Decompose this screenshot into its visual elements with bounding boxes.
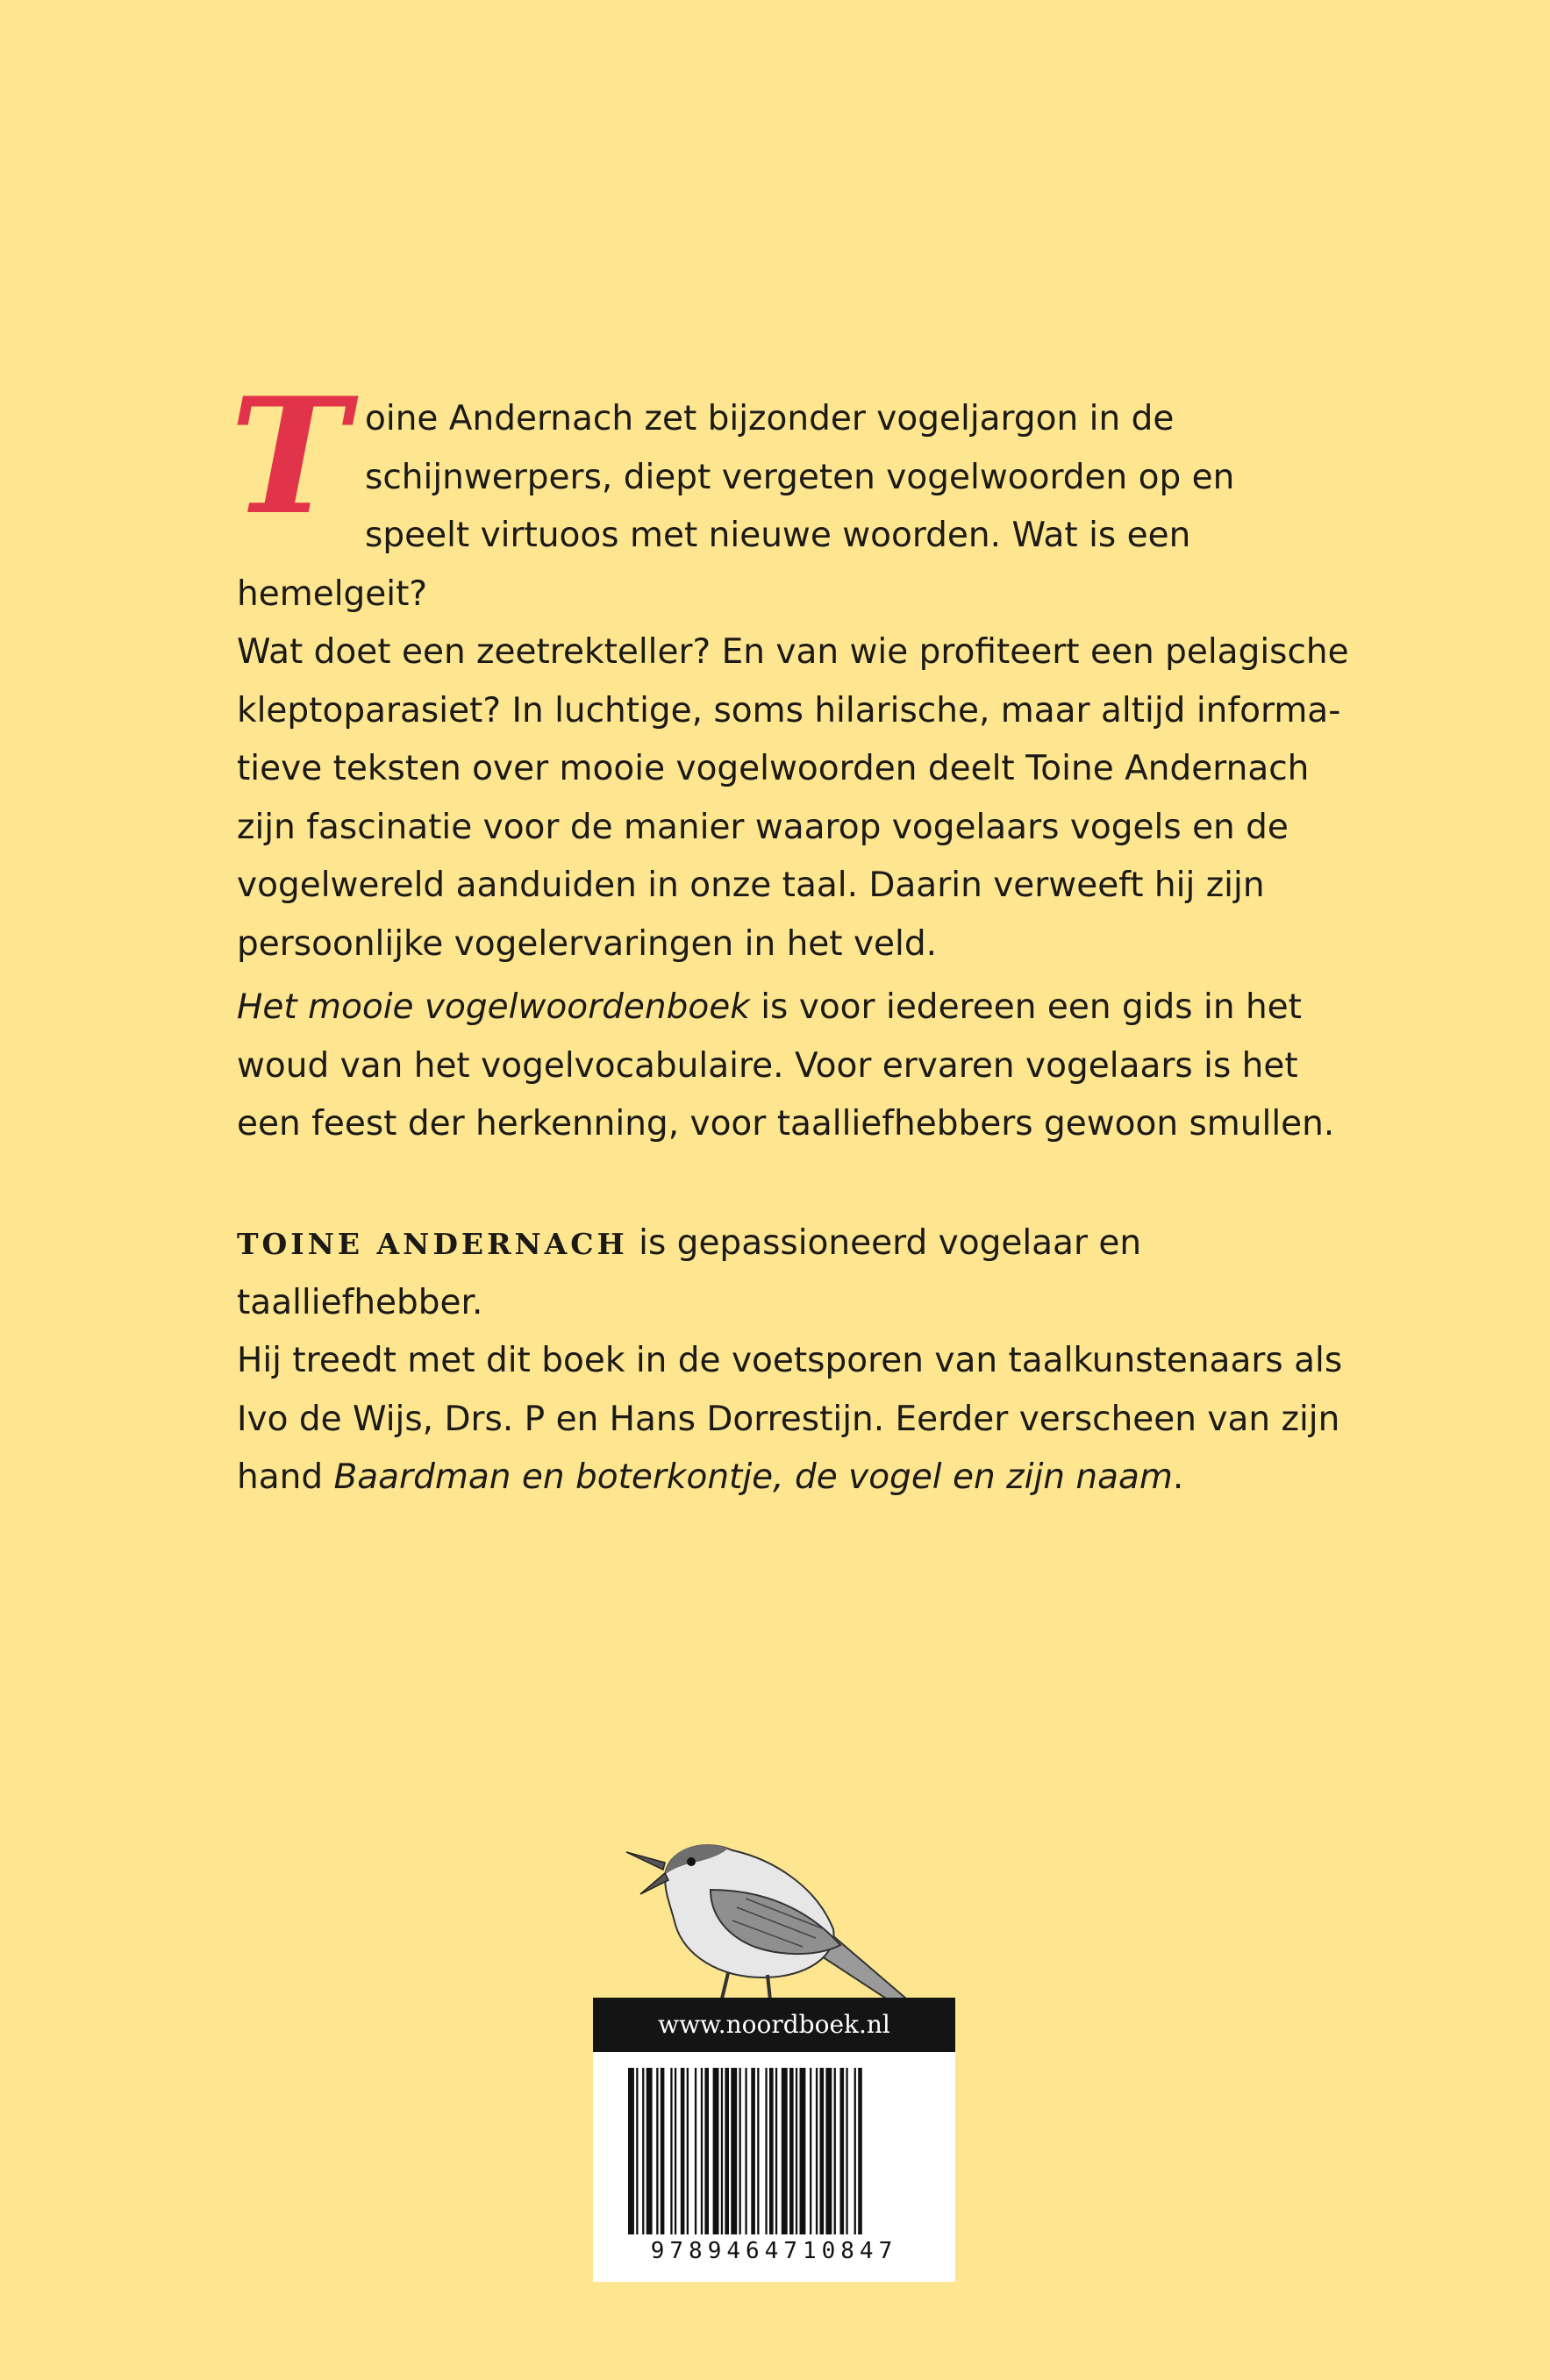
description-text: is voor iedereen een gids in het bbox=[749, 987, 1302, 1027]
barcode-bar bbox=[800, 2068, 806, 2234]
book-description bbox=[237, 979, 1360, 1154]
bio-line: Ivo de Wijs, Drs. P en Hans Dorrestijn. Eerder verscheen van zijn bbox=[237, 1399, 1340, 1439]
barcode-bar bbox=[670, 2068, 672, 2234]
barcode-bar bbox=[681, 2068, 685, 2234]
barcode-bar bbox=[782, 2068, 788, 2234]
barcode-bar bbox=[810, 2068, 811, 2234]
blurb-line: speelt virtuoos met nieuwe woorden. Wat is een hemelgeit? bbox=[237, 516, 1191, 614]
barcode-bar bbox=[687, 2068, 689, 2234]
barcode-bar bbox=[751, 2068, 755, 2234]
barcode-bar bbox=[825, 2068, 832, 2234]
barcode-bar bbox=[789, 2068, 794, 2234]
barcode-bar bbox=[704, 2068, 709, 2234]
barcode-bar bbox=[739, 2068, 741, 2234]
barcode-bar bbox=[796, 2068, 797, 2234]
blurb-line: kleptoparasiet? In luchtige, soms hilarische, maar altijd informa- bbox=[237, 690, 1341, 730]
blurb-line: zijn fascinatie voor de manier waarop vogelaars vogels en de bbox=[237, 807, 1289, 847]
barcode-bar bbox=[765, 2068, 767, 2234]
barcode-bar bbox=[840, 2068, 845, 2234]
bio-text: hand bbox=[237, 1457, 334, 1497]
description-line bbox=[237, 979, 1360, 1037]
barcode-bar bbox=[775, 2068, 777, 2234]
publisher-url: www.noordboek.nl bbox=[593, 1998, 955, 2052]
barcode-bar bbox=[628, 2068, 634, 2234]
barcode-bar bbox=[675, 2068, 676, 2234]
blurb-line: oine Andernach zet bijzonder vogeljargon in de bbox=[365, 399, 1175, 438]
barcode-bar bbox=[745, 2068, 746, 2234]
blurb-line: persoonlijke vogelervaringen in het veld. bbox=[237, 923, 938, 964]
barcode-bar bbox=[636, 2068, 638, 2234]
barcode-bar bbox=[725, 2068, 729, 2234]
previous-book-title: Baardman en boterkontje, de vogel en zijn naam bbox=[333, 1457, 1173, 1497]
isbn-number: 9789464710847 bbox=[650, 2238, 898, 2264]
bio-line bbox=[237, 1215, 1377, 1332]
barcode-bar bbox=[769, 2068, 774, 2234]
barcode-bar bbox=[731, 2068, 737, 2234]
bio-text: . bbox=[1172, 1457, 1184, 1497]
bio-line bbox=[237, 1449, 1377, 1507]
barcode-bar bbox=[701, 2068, 703, 2234]
barcode-bar bbox=[816, 2068, 818, 2234]
barcode-bar bbox=[834, 2068, 836, 2234]
barcode-bar bbox=[646, 2068, 653, 2234]
bio-text: is gepassioneerd vogelaar en taalliefhebber. bbox=[237, 1223, 1142, 1322]
drop-cap: T bbox=[230, 362, 349, 550]
barcode-bar bbox=[854, 2068, 856, 2234]
barcode bbox=[593, 2052, 955, 2282]
blurb-line: schijnwerpers, diept vergeten vogelwoorden op en bbox=[365, 457, 1235, 497]
barcode-bar bbox=[656, 2068, 658, 2234]
author-name: TOINE ANDERNACH bbox=[237, 1227, 628, 1261]
author-bio bbox=[237, 1215, 1377, 1507]
blurb-line: Wat doet een zeetrekteller? En van wie profiteert een pelagische bbox=[237, 632, 1349, 672]
barcode-bar bbox=[858, 2068, 862, 2234]
barcode-bar bbox=[820, 2068, 825, 2234]
barcode-bar bbox=[642, 2068, 644, 2234]
barcode-bar bbox=[695, 2068, 696, 2234]
barcode-bar bbox=[721, 2068, 723, 2234]
blurb-paragraph bbox=[230, 362, 1360, 973]
barcode-bar bbox=[713, 2068, 719, 2234]
blurb-line: tieve teksten over mooie vogelwoorden deelt Toine Andernach bbox=[237, 749, 1310, 788]
description-line: een feest der herkenning, voor taalliefhebbers gewoon smullen. bbox=[237, 1104, 1335, 1144]
barcode-bar bbox=[661, 2068, 665, 2234]
blurb-line: vogelwereld aanduiden in onze taal. Daarin verweeft hij zijn bbox=[237, 866, 1265, 905]
barcode-bar bbox=[757, 2068, 759, 2234]
bio-line: Hij treedt met dit boek in de voetsporen van taalkunstenaars als bbox=[237, 1341, 1343, 1380]
description-line: woud van het vogelvocabulaire. Voor ervaren vogelaars is het bbox=[237, 1045, 1298, 1086]
singing-bird-illustration bbox=[614, 1806, 947, 2017]
book-title: Het mooie vogelwoordenboek bbox=[237, 987, 750, 1027]
barcode-bar bbox=[846, 2068, 847, 2234]
